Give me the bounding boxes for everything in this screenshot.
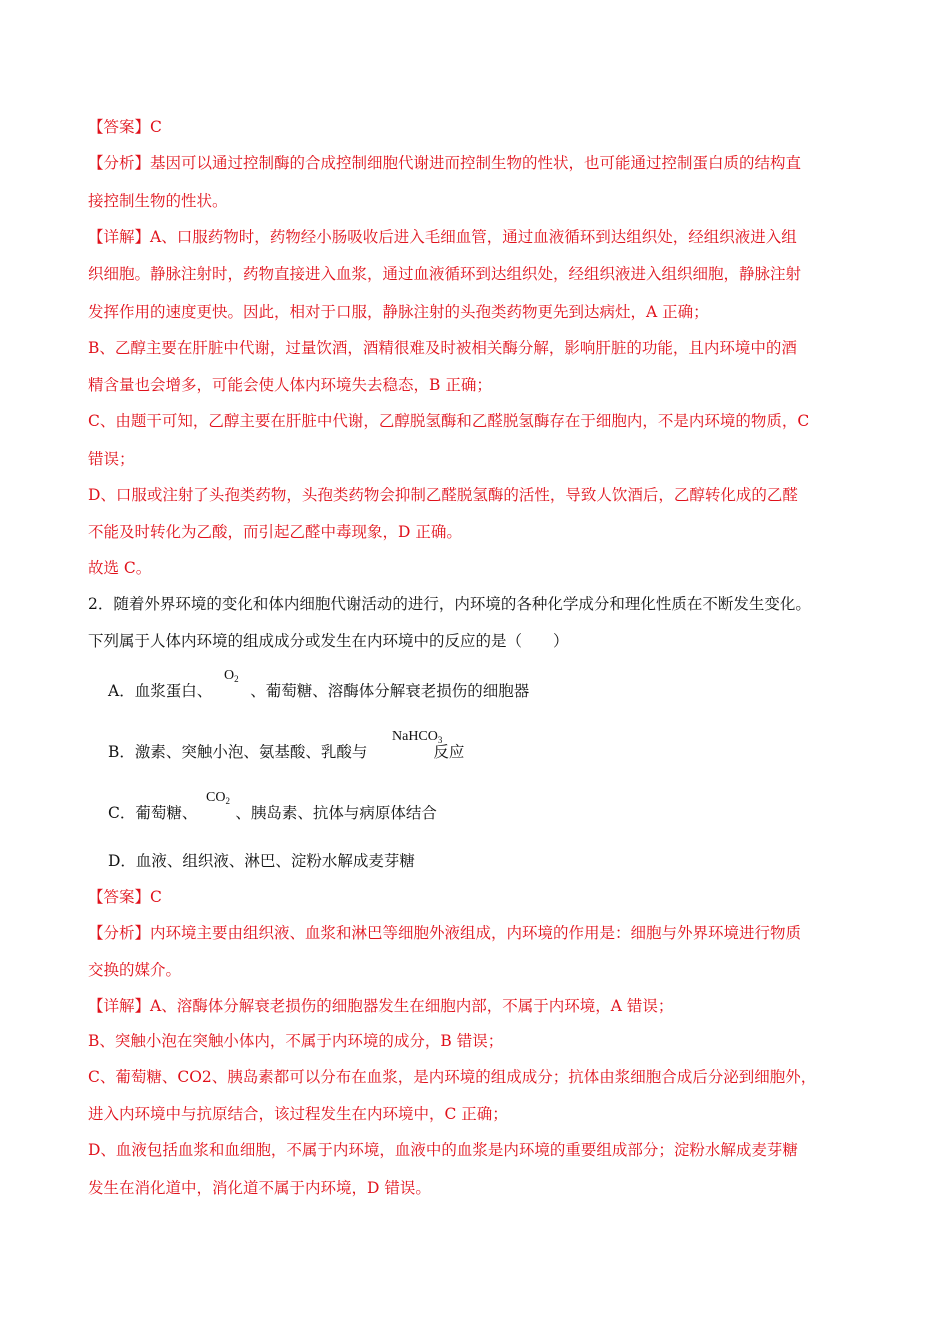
q2-detail-b: B、突触小泡在突触小体内，不属于内环境的成分，B 错误；: [88, 1032, 504, 1050]
q2-analysis-line-2: 交换的媒介。: [88, 961, 182, 979]
q2-stem-line-1: 2．随着外界环境的变化和体内细胞代谢活动的进行，内环境的各种化学成分和理化性质在不断发生变化。: [88, 595, 811, 613]
option-b-pre: B．激素、突触小泡、氨基酸、乳酸与: [108, 743, 368, 761]
q1-detail-a-line-2: 织细胞。静脉注射时，药物直接进入血浆，通过血液循环到达组织处，经组织液进入组织细胞，静脉注射: [88, 265, 802, 283]
q2-detail-a: [88, 996, 864, 1016]
q2-stem-line-2: 下列属于人体内环境的组成成分或发生在内环境中的反应的是（ ）: [88, 632, 569, 650]
q2-answer-line: [88, 887, 864, 907]
analysis-tag: 【分析】: [88, 924, 151, 942]
option-c-formula: $CO_2$: [206, 790, 230, 806]
detail-text: A、口服药物时，药物经小肠吸收后进入毛细血管，通过血液循环到达组织处，经组织液进入组: [150, 228, 797, 246]
option-b-formula: NaHCO$_3$: [392, 729, 443, 745]
q1-conclusion: 故选 C。: [88, 559, 152, 577]
analysis-tag: 【分析】: [88, 154, 151, 172]
option-a-formula: $O_2$: [224, 668, 239, 684]
option-c-pre: C．葡萄糖、: [108, 804, 198, 822]
detail-tag: 【详解】: [88, 228, 151, 246]
q1-answer-line: [88, 117, 864, 137]
option-c-post: 、胰岛素、抗体与病原体结合: [235, 804, 437, 822]
q1-detail-c-line-1: C、由题干可知，乙醇主要在肝脏中代谢，乙醇脱氢酶和乙醛脱氢酶存在于细胞内，不是内环境的物质，C: [88, 412, 810, 430]
q1-detail-d-line-2: 不能及时转化为乙酸，而引起乙醛中毒现象，D 正确。: [88, 523, 462, 541]
q2-detail-d-line-2: 发生在消化道中，消化道不属于内环境，D 错误。: [88, 1179, 431, 1197]
q2-detail-c-line-1: C、葡萄糖、CO2、胰岛素都可以分布在血浆，是内环境的组成成分；抗体由浆细胞合成后分泌到细胞外，: [88, 1068, 817, 1086]
q1-analysis-line-1: [88, 153, 864, 173]
q2-analysis-line-1: [88, 923, 864, 943]
answer-tag: 【答案】: [88, 118, 151, 136]
q1-analysis-line-2: 接控制生物的性状。: [88, 192, 228, 210]
answer-value: C: [150, 118, 162, 136]
option-a-post: 、葡萄糖、溶酶体分解衰老损伤的细胞器: [250, 682, 530, 700]
q1-detail-b-line-1: B、乙醇主要在肝脏中代谢，过量饮酒，酒精很难及时被相关酶分解，影响肝脏的功能，且内环境中的酒: [88, 339, 797, 357]
answer-tag: 【答案】: [88, 888, 151, 906]
q2-option-c: [108, 803, 864, 823]
analysis-text: 内环境主要由组织液、血浆和淋巴等细胞外液组成，内环境的作用是：细胞与外界环境进行物质: [150, 924, 802, 942]
answer-value: C: [150, 888, 162, 906]
q1-detail-a-line-3: 发挥作用的速度更快。因此，相对于口服，静脉注射的头孢类药物更先到达病灶，A 正确；: [88, 303, 709, 321]
detail-text: A、溶酶体分解衰老损伤的细胞器发生在细胞内部，不属于内环境，A 错误；: [150, 997, 674, 1015]
q2-detail-d-line-1: D、血液包括血浆和血细胞，不属于内环境，血液中的血浆是内环境的重要组成部分；淀粉水解成麦芽糖: [88, 1141, 798, 1159]
analysis-text: 基因可以通过控制酶的合成控制细胞代谢进而控制生物的性状，也可能通过控制蛋白质的结构直: [150, 154, 802, 172]
q1-detail-c-line-2: 错误；: [88, 450, 135, 468]
q2-option-a: [108, 681, 864, 701]
option-b-post: 反应: [433, 743, 465, 761]
option-a-pre: A．血浆蛋白、: [108, 682, 213, 700]
q2-detail-c-line-2: 进入内环境中与抗原结合，该过程发生在内环境中，C 正确；: [88, 1105, 508, 1123]
q2-option-d: D．血液、组织液、淋巴、淀粉水解成麦芽糖: [108, 852, 415, 870]
q1-detail-a-line-1: [88, 227, 864, 247]
detail-tag: 【详解】: [88, 997, 151, 1015]
q1-detail-d-line-1: D、口服或注射了头孢类药物，头孢类药物会抑制乙醛脱氢酶的活性，导致人饮酒后，乙醇转化成的乙醛: [88, 486, 798, 504]
q2-option-b: [108, 742, 864, 762]
q1-detail-b-line-2: 精含量也会增多，可能会使人体内环境失去稳态，B 正确；: [88, 376, 492, 394]
